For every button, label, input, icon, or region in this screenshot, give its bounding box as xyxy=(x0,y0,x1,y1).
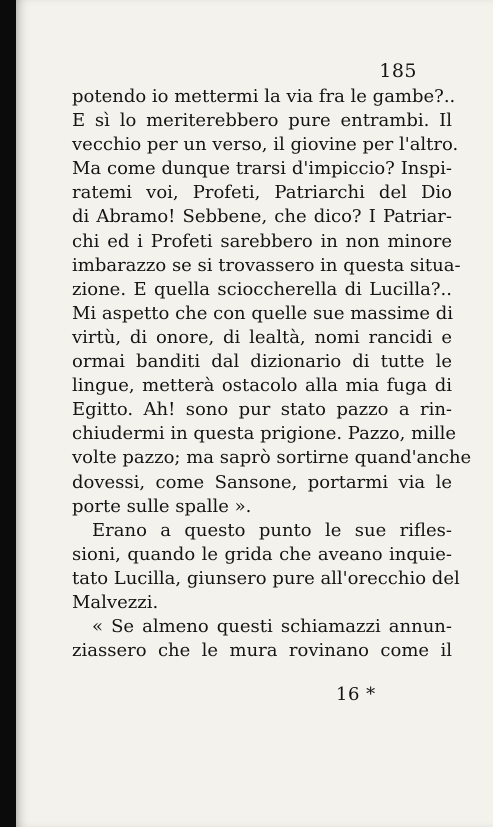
text-line: E sì lo meriterebbero pure entrambi. Il xyxy=(72,110,452,132)
text-line: volte pazzo; ma saprò sortirne quand'anche xyxy=(72,447,472,469)
text-line: porte sulle spalle ». xyxy=(72,495,252,517)
text-line: Ma come dunque trarsi d'impiccio? Inspi- xyxy=(72,158,452,180)
text-line: dovessi, come Sansone, portarmi via le xyxy=(72,471,452,493)
book-page xyxy=(16,0,493,827)
text-line: zione. E quella scioccherella di Lucilla?.. xyxy=(72,278,452,300)
text-line: sioni, quando le grida che aveano inquie- xyxy=(72,543,452,565)
text-line: « Se almeno questi schiamazzi annun- xyxy=(92,616,452,638)
text-line: ratemi voi, Profeti, Patriarchi del Dio xyxy=(72,182,452,204)
text-line: imbarazzo se si trovassero in questa situa- xyxy=(72,254,461,276)
printer-signature-mark: 16 * xyxy=(336,684,376,705)
text-line: tato Lucilla, giunsero pure all'orecchio del xyxy=(72,567,460,589)
text-line: ormai banditi dal dizionario di tutte le xyxy=(72,351,452,373)
text-line: chiudermi in questa prigione. Pazzo, mille xyxy=(72,423,457,445)
text-line: ziassero che le mura rovinano come il xyxy=(72,640,452,662)
text-line: lingue, metterà ostacolo alla mia fuga di xyxy=(72,375,452,397)
text-line: virtù, di onore, di lealtà, nomi rancidi e xyxy=(72,326,452,348)
text-line: potendo io mettermi la via fra le gambe?.. xyxy=(72,86,456,107)
text-line: Egitto. Ah! sono pur stato pazzo a rin- xyxy=(72,399,452,421)
text-line: di Abramo! Sebbene, che dico? I Patriar- xyxy=(72,206,452,228)
text-line: chi ed i Profeti sarebbero in non minore xyxy=(72,230,452,252)
text-line: Mi aspetto che con quelle sue massime di xyxy=(72,302,453,324)
text-line: Erano a questo punto le sue rifles- xyxy=(92,519,452,541)
text-line: Malvezzi. xyxy=(72,591,159,613)
page-number: 185 xyxy=(379,60,417,82)
body-text xyxy=(72,85,472,663)
text-line: vecchio per un verso, il giovine per l'altro. xyxy=(72,134,459,156)
